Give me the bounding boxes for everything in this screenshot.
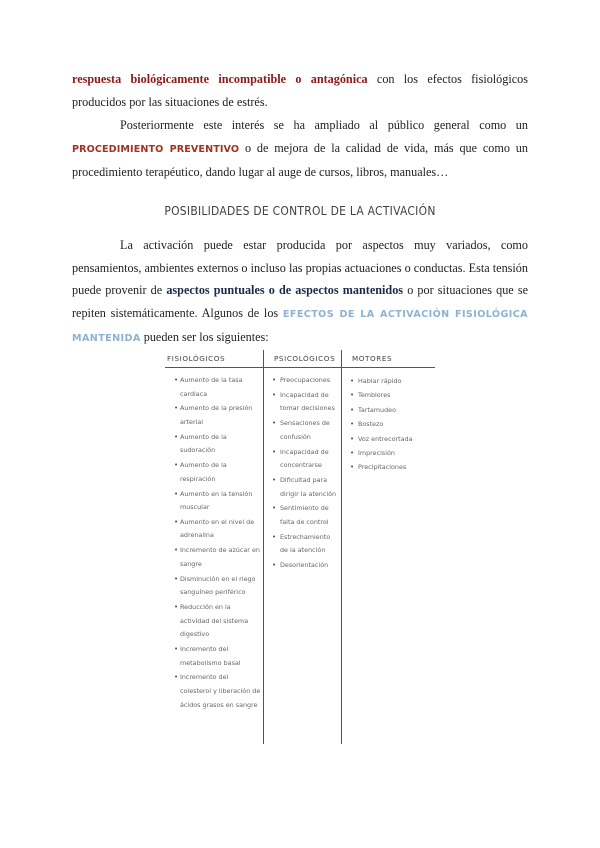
paragraph-3-text-b: o por situaciones que se repiten sistemáticamente. Algunos de los [72,283,528,320]
list-item: • Preocupaciones [264,374,342,388]
list-item: • Aumento de la respiración [165,459,263,486]
list-item: • Sensaciones de confusión [264,417,342,444]
list-item: • Aumento de la tasa cardiaca [165,374,263,401]
paragraph-3 [72,234,528,351]
column-psychological [263,350,342,744]
paragraph-2-text-a: Posteriormente este interés se ha ampliado al público general como un [120,118,528,132]
column-header-psychological: PSICOLÓGICOS [264,350,342,368]
paragraph-3-text-c: pueden ser los siguientes: [140,330,269,344]
list-item: • Incremento de azúcar en sangre [165,544,263,571]
list-item: • Estrechamiento de la atención [264,531,342,558]
physiological-list [165,374,263,712]
list-item: • Reducción en la actividad del sistema digestivo [165,601,263,642]
list-item: • Precipitaciones [342,460,435,474]
column-physiological [165,350,263,744]
paragraph-2-emphasis: PROCEDIMIENTO PREVENTIVO [72,143,240,155]
list-item: • Aumento de la sudoración [165,431,263,458]
paragraph-3-text-a: La activación puede estar producida por aspectos muy variados, como pensamientos, ambientes externos o incluso las propias actuaciones o conductas. Esta tensión puede provenir de [72,238,528,297]
paragraph-2 [72,114,528,184]
list-item: • Sentimiento de falta de control [264,502,342,529]
list-item: • Bostezo [342,417,435,431]
column-motor [341,350,435,744]
list-item: • Imprecisión [342,446,435,460]
column-header-physiological: FISIOLÓGICOS [165,350,263,368]
list-item: • Tartamudeo [342,403,435,417]
effects-table-figure [165,350,434,744]
list-item: • Aumento en la tensión muscular [165,488,263,515]
list-item: • Aumento en el nivel de adrenalina [165,516,263,543]
paragraph-1-emphasis: respuesta biológicamente incompatible o antagónica [72,72,368,86]
section-heading: POSIBILIDADES DE CONTROL DE LA ACTIVACIÓN [164,203,436,218]
column-header-motor: MOTORES [342,350,435,368]
list-item: • Incremento del metabolismo basal [165,643,263,670]
paragraph-2-text-b: o de mejora de la calidad de vida, más que como un procedimiento terapéutico, dando lugar al auge de cursos, libros, manuales… [72,140,528,179]
paragraph-3-emphasis-2: EFECTOS DE LA ACTIVACIÓN FISIOLÓGICA MANTENIDA [72,308,528,344]
list-item: • Desorientación [264,559,342,573]
list-item: • Incremento del colesterol y liberación de ácidos grasos en sangre [165,671,263,712]
list-item: • Voz entrecortada [342,432,435,446]
list-item: • Incapacidad de tomar decisiones [264,389,342,416]
psychological-list [264,374,342,573]
paragraph-1 [72,68,528,113]
paragraph-3-emphasis-1: aspectos puntuales o de aspectos mantenidos [166,283,404,297]
list-item: • Dificultad para dirigir la atención [264,474,342,501]
list-item: • Hablar rápido [342,374,435,388]
list-item: • Aumento de la presión arterial [165,402,263,429]
list-item: • Incapacidad de concentrarse [264,446,342,473]
motor-list [342,374,435,475]
paragraph-1-text: con los efectos fisiológicos producidos por las situaciones de estrés. [72,72,528,109]
list-item: • Temblores [342,388,435,402]
list-item: • Disminución en el riego sanguíneo periférico [165,573,263,600]
